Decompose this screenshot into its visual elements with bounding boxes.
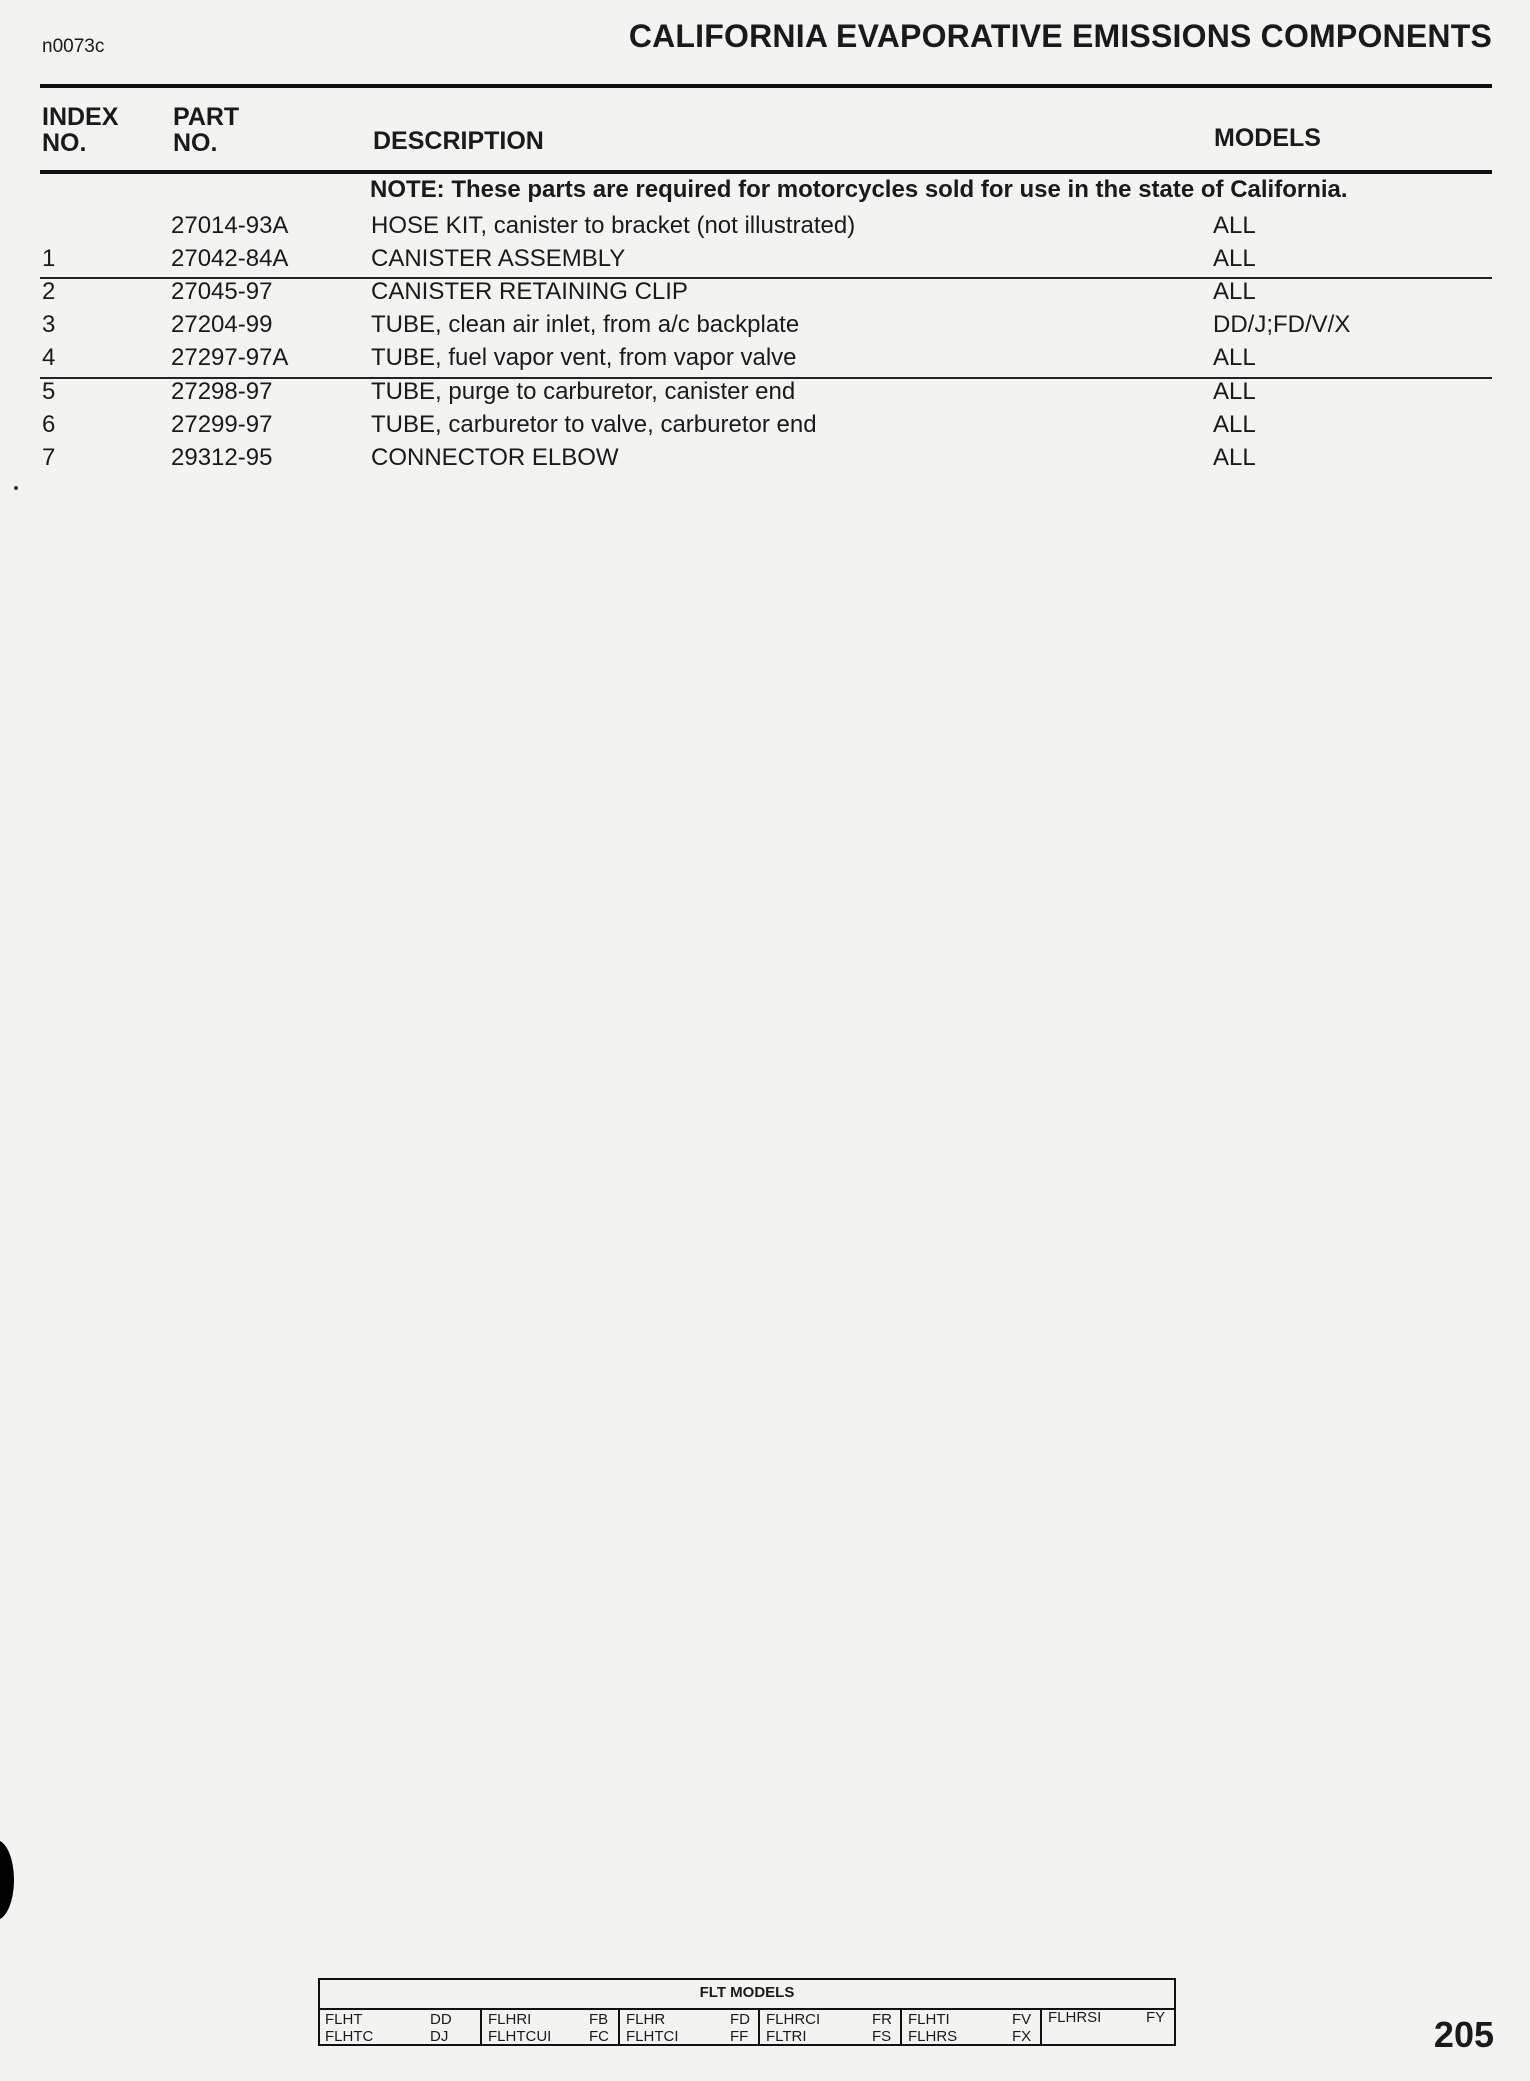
legend-model-name: FLHTC <box>325 2028 374 2045</box>
table-row <box>0 344 1530 377</box>
legend-group <box>480 2010 620 2044</box>
part-number-cell: 27297-97A <box>171 344 289 371</box>
col-header-part-line2: NO. <box>173 129 218 157</box>
scan-speck <box>14 486 18 490</box>
legend-model-code: FR <box>872 2011 892 2028</box>
models-cell: ALL <box>1213 278 1256 305</box>
description-cell: HOSE KIT, canister to bracket (not illustrated) <box>371 212 856 239</box>
table-row <box>0 411 1530 444</box>
legend-model-name: FLHRS <box>908 2028 958 2045</box>
legend-model-code: FX <box>1012 2028 1032 2045</box>
legend-model-name: FLHTCUI <box>488 2028 552 2045</box>
description-cell: TUBE, fuel vapor vent, from vapor valve <box>371 344 797 371</box>
legend-model-code: FB <box>589 2011 609 2028</box>
legend-model-code: DJ <box>430 2028 449 2045</box>
binder-hole-mark <box>0 1840 14 1920</box>
table-row <box>0 245 1530 278</box>
california-note: NOTE: These parts are required for motorcycles sold for use in the state of California. <box>370 176 1348 203</box>
part-number-cell: 27045-97 <box>171 278 273 305</box>
index-cell: 5 <box>42 378 56 405</box>
legend-model-code: FV <box>1012 2011 1032 2028</box>
flt-models-legend <box>318 1978 1176 2046</box>
part-number-cell: 27042-84A <box>171 245 289 272</box>
legend-model-name: FLHRSI <box>1048 2009 1102 2026</box>
index-cell: 3 <box>42 311 56 338</box>
legend-model-code: FY <box>1146 2009 1166 2026</box>
description-cell: TUBE, purge to carburetor, canister end <box>371 378 796 405</box>
description-cell: TUBE, clean air inlet, from a/c backplate <box>371 311 800 338</box>
page-number: 205 <box>1433 2014 1494 2055</box>
models-cell: DD/J;FD/V/X <box>1213 311 1351 338</box>
title-rule <box>40 84 1492 88</box>
part-number-cell: 27299-97 <box>171 411 273 438</box>
index-cell: 7 <box>42 444 56 471</box>
index-cell: 1 <box>42 245 56 272</box>
part-number-cell: 29312-95 <box>171 444 273 471</box>
col-header-part <box>173 104 239 156</box>
models-cell: ALL <box>1213 212 1256 239</box>
legend-group <box>1040 2010 1176 2044</box>
legend-model-name: FLHRI <box>488 2011 532 2028</box>
legend-model-code: FF <box>730 2028 749 2045</box>
legend-model-code: FC <box>589 2028 609 2045</box>
legend-model-code: DD <box>430 2011 452 2028</box>
legend-group <box>758 2010 902 2044</box>
description-cell: TUBE, carburetor to valve, carburetor end <box>371 411 817 438</box>
table-row <box>0 378 1530 411</box>
col-header-models: MODELS <box>1214 124 1321 152</box>
models-cell: ALL <box>1213 378 1256 405</box>
col-header-description: DESCRIPTION <box>373 127 544 155</box>
table-row <box>0 278 1530 311</box>
legend-model-name: FLTRI <box>766 2028 807 2045</box>
models-cell: ALL <box>1213 344 1256 371</box>
description-cell: CANISTER ASSEMBLY <box>371 245 626 272</box>
page-code: n0073c <box>42 36 105 57</box>
part-number-cell: 27298-97 <box>171 378 273 405</box>
index-cell: 6 <box>42 411 56 438</box>
index-cell: 2 <box>42 278 56 305</box>
legend-group <box>900 2010 1042 2044</box>
col-header-part-line1: PART <box>173 103 240 131</box>
legend-title: FLT MODELS <box>699 1984 795 2001</box>
legend-model-code: FS <box>872 2028 892 2045</box>
part-number-cell: 27014-93A <box>171 212 289 239</box>
legend-model-name: FLHTCI <box>626 2028 679 2045</box>
table-row <box>0 311 1530 344</box>
col-header-index-line2: NO. <box>42 129 87 157</box>
col-header-index-line1: INDEX <box>42 103 119 131</box>
legend-group <box>618 2010 760 2044</box>
legend-model-code: FD <box>730 2011 750 2028</box>
description-cell: CANISTER RETAINING CLIP <box>371 278 688 305</box>
models-cell: ALL <box>1213 411 1256 438</box>
page-title: CALIFORNIA EVAPORATIVE EMISSIONS COMPONENTS <box>628 18 1492 54</box>
legend-model-name: FLHRCI <box>766 2011 821 2028</box>
index-cell: 4 <box>42 344 56 371</box>
legend-model-name: FLHR <box>626 2011 666 2028</box>
legend-model-name: FLHTI <box>908 2011 950 2028</box>
models-cell: ALL <box>1213 444 1256 471</box>
table-row <box>0 444 1530 477</box>
table-row <box>0 212 1530 245</box>
header-rule <box>40 170 1492 174</box>
models-cell: ALL <box>1213 245 1256 272</box>
legend-model-name: FLHT <box>325 2011 363 2028</box>
legend-group <box>320 2010 480 2044</box>
description-cell: CONNECTOR ELBOW <box>371 444 619 471</box>
part-number-cell: 27204-99 <box>171 311 273 338</box>
col-header-index <box>42 104 118 156</box>
